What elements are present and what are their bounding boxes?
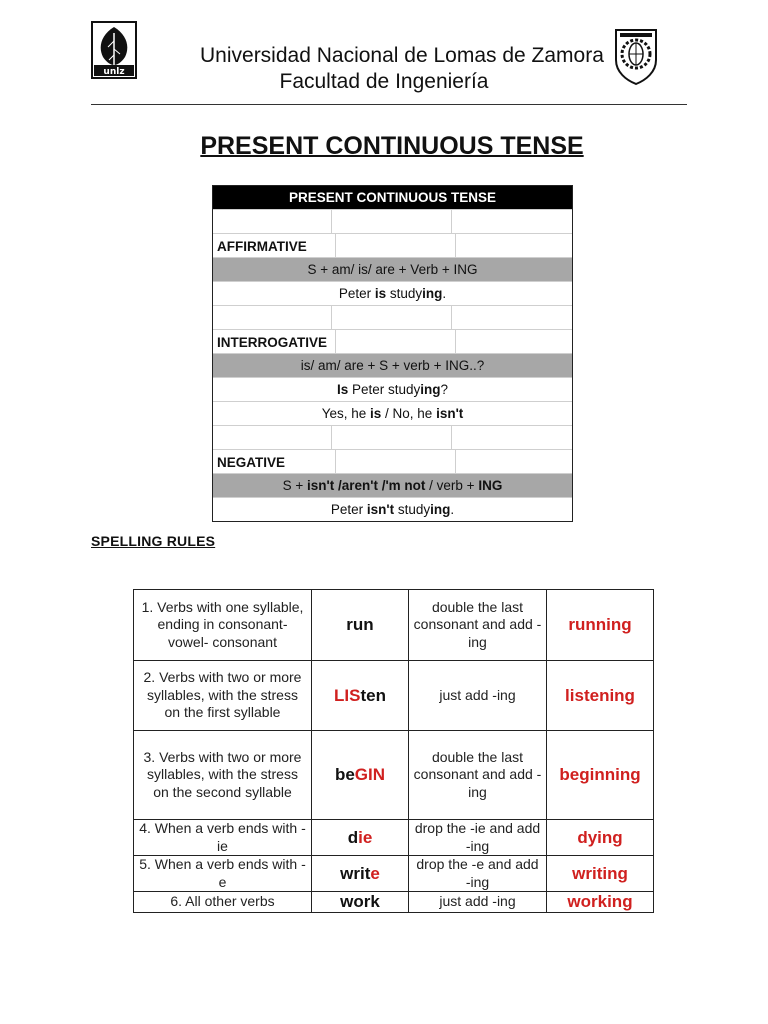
spelling-rules-heading: SPELLING RULES: [91, 533, 216, 549]
ing-form: writing: [547, 856, 654, 892]
interrogative-example: Is Peter studying?: [213, 377, 572, 401]
verb-example: run: [312, 590, 409, 661]
faculty-name: Facultad de Ingeniería: [279, 70, 489, 93]
rule-text: 2. Verbs with two or more syllables, with the stress on the first syllable: [134, 661, 312, 731]
table-row: [134, 731, 654, 820]
blank-row: [213, 305, 572, 329]
rule-text: 5. When a verb ends with -e: [134, 856, 312, 892]
blank-row: [213, 425, 572, 449]
verb-example: work: [312, 892, 409, 913]
negative-formula: S + isn't /aren't /'m not / verb + ING: [213, 473, 572, 497]
rule-action: drop the -e and add -ing: [409, 856, 547, 892]
interrogative-label: INTERROGATIVE: [217, 335, 328, 350]
rule-text: 4. When a verb ends with -ie: [134, 820, 312, 856]
rule-action: drop the -ie and add -ing: [409, 820, 547, 856]
verb-example: beGIN: [312, 731, 409, 820]
rule-text: 6. All other verbs: [134, 892, 312, 913]
present-continuous-table: [212, 185, 573, 522]
table-row: [134, 590, 654, 661]
interrogative-answer: Yes, he is / No, he isn't: [213, 401, 572, 425]
ing-form: beginning: [547, 731, 654, 820]
ing-form: working: [547, 892, 654, 913]
verb-example: write: [312, 856, 409, 892]
page-title: PRESENT CONTINUOUS TENSE: [200, 132, 584, 160]
negative-label-row: [213, 449, 572, 473]
affirmative-label: AFFIRMATIVE: [217, 239, 307, 254]
table-row: [134, 661, 654, 731]
affirmative-formula: S + am/ is/ are + Verb + ING: [213, 257, 572, 281]
rule-text: 3. Verbs with two or more syllables, with the stress on the second syllable: [134, 731, 312, 820]
ing-form: dying: [547, 820, 654, 856]
rule-text: 1. Verbs with one syllable, ending in consonant- vowel- consonant: [134, 590, 312, 661]
ing-form: running: [547, 590, 654, 661]
negative-example: Peter isn't studying.: [213, 497, 572, 521]
table-header: PRESENT CONTINUOUS TENSE: [213, 186, 572, 209]
table-row: [134, 856, 654, 892]
verb-example: die: [312, 820, 409, 856]
affirmative-example: Peter is studying.: [213, 281, 572, 305]
negative-label: NEGATIVE: [217, 455, 286, 470]
rule-action: just add -ing: [409, 892, 547, 913]
interrogative-label-row: [213, 329, 572, 353]
rule-action: just add -ing: [409, 661, 547, 731]
ing-form: listening: [547, 661, 654, 731]
table-row: [134, 892, 654, 913]
svg-text:unlz: unlz: [103, 67, 125, 77]
header-divider: [91, 104, 687, 105]
interrogative-formula: is/ am/ are + S + verb + ING..?: [213, 353, 572, 377]
verb-example: LISten: [312, 661, 409, 731]
rule-action: double the last consonant and add -ing: [409, 590, 547, 661]
affirmative-label-row: [213, 233, 572, 257]
rule-action: double the last consonant and add -ing: [409, 731, 547, 820]
blank-row: [213, 209, 572, 233]
university-name: Universidad Nacional de Lomas de Zamora: [200, 44, 604, 67]
table-row: [134, 820, 654, 856]
spelling-rules-table: [133, 589, 654, 913]
